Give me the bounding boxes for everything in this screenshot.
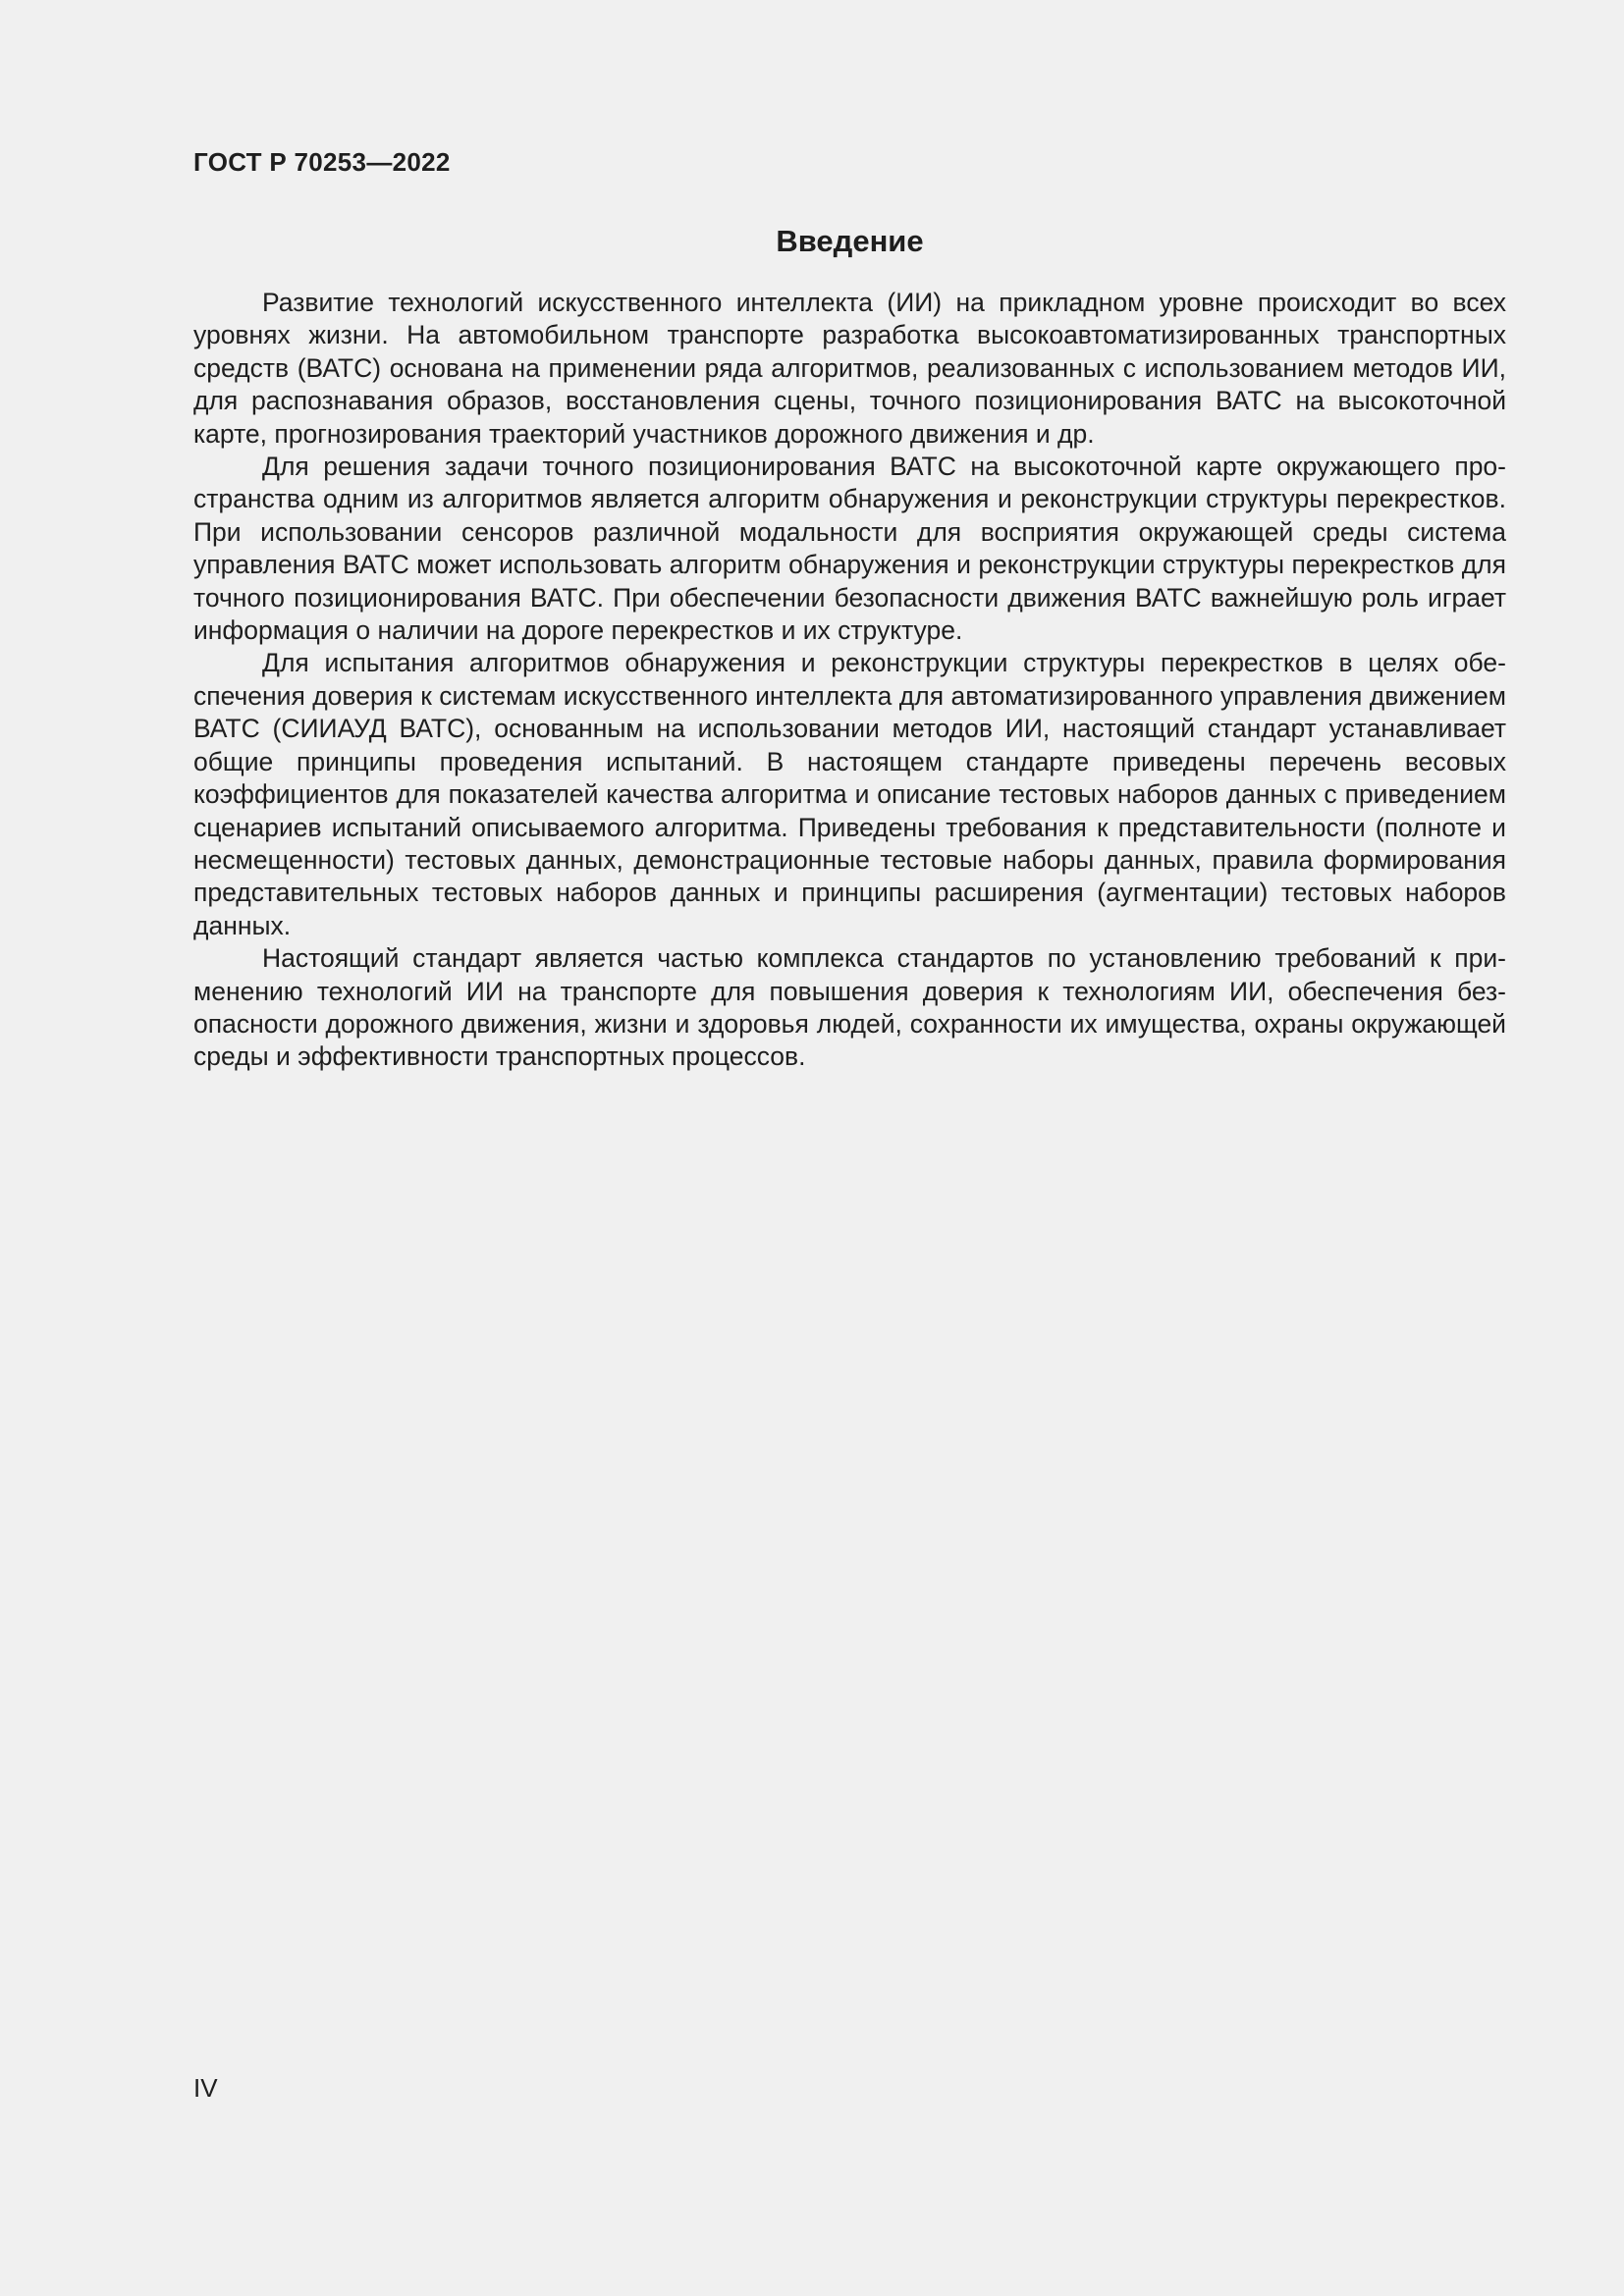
paragraph: Развитие технологий искусственного интеллекта (ИИ) на прикладном уровне происходит во всех уровнях жизни. На автомобильном транспорте разработка высокоавтоматизированных транспортных средств (ВАТС) основана на применении ряда алгоритмов, реализованных с использованием методов ИИ, для распознавания образов, восстановления сцены, точного позиционирования ВАТС на высокоточной карте, прогнозирования траекторий участников дорожного движения и др. bbox=[193, 288, 1506, 449]
paragraph: Для решения задачи точного позиционирования ВАТС на высокоточной карте окружающего пространства одним из алгоритмов является алгоритм обнаружения и реконструкции структуры перекрестков. При использовании сенсоров различной модальности для восприятия окружающей среды система управления ВАТС может использовать алгоритм обнаружения и реконструкции структуры перекрестков для точного позиционирования ВАТС. При обеспечении безопасности движения ВАТС важнейшую роль играет информация о наличии на дороге перекрестков и их структуре. bbox=[193, 452, 1506, 646]
paragraph: Для испытания алгоритмов обнаружения и реконструкции структуры перекрестков в целях обеспечения доверия к системам искусственного интеллекта для автоматизированного управления движением ВАТС (СИИАУД ВАТС), основанным на использовании методов ИИ, настоящий стандарт устанавливает общие принципы проведения испытаний. В настоящем стандарте приведены перечень весовых коэффициентов для показателей качества алгоритма и описание тестовых наборов данных с приведением сценариев испытаний описываемого алгоритма. Приведены требования к представительности (полноте и несмещенности) тестовых данных, демонстрационные тестовые наборы данных, правила формирования представительных тестовых наборов данных и принципы расширения (аугментации) тестовых наборов данных. bbox=[193, 648, 1506, 940]
document-header-code: ГОСТ Р 70253—2022 bbox=[193, 147, 451, 177]
paragraph: Настоящий стандарт является частью комплекса стандартов по установлению требований к применению технологий ИИ на транспорте для повышения доверия к технологиям ИИ, обеспечения безопасности дорожного движения, жизни и здоровья людей, сохранности их имущества, охраны окружающей среды и эффективности транспортных процессов. bbox=[193, 943, 1506, 1072]
body-text bbox=[193, 287, 1506, 1074]
page-number: IV bbox=[193, 2073, 218, 2103]
section-title: Введение bbox=[776, 224, 924, 258]
